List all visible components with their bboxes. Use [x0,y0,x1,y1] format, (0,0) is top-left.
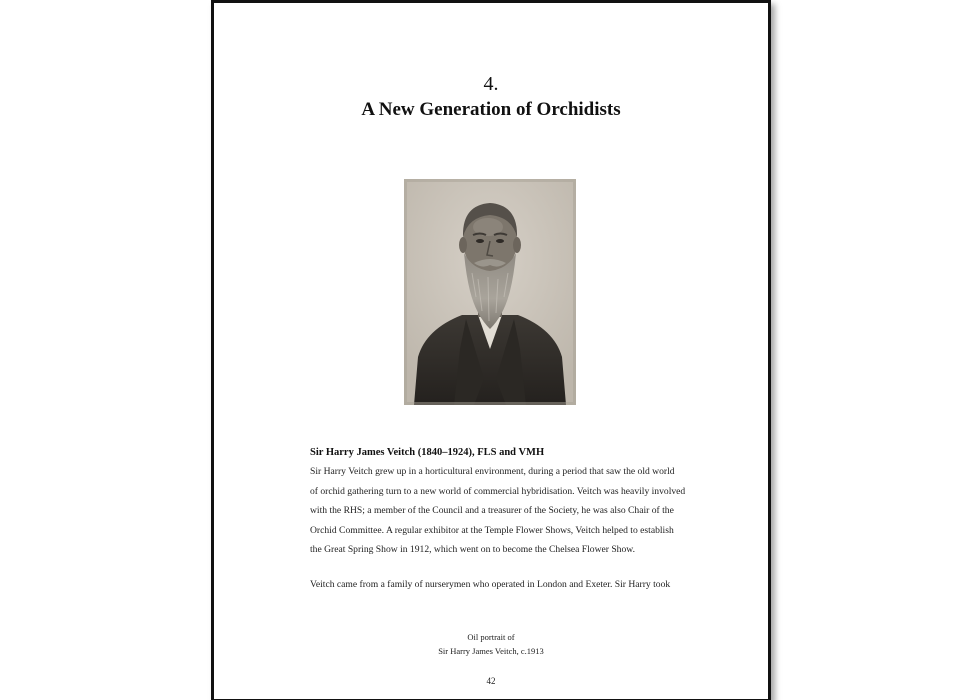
chapter-title: A New Generation of Orchidists [361,99,621,120]
bearded-man-portrait-icon [404,179,576,405]
paragraph-line: the Great Spring Show in 1912, which went on to become the Chelsea Flower Show. [310,544,635,555]
portrait-caption [214,630,768,658]
chapter-number: 4. [483,73,499,95]
book-page [211,0,771,700]
paragraph-2 [310,575,675,595]
paragraph-line: Orchid Committee. A regular exhibitor at the Temple Flower Shows, Veitch helped to establish [310,524,674,536]
portrait-image [404,179,576,405]
paragraph-line: Sir Harry Veitch grew up in a horticultural environment, during a period that saw the old world [310,466,675,477]
paragraph-line: with the RHS; a member of the Council and a treasurer of the Society, he was also Chair of the [310,505,674,516]
paragraph-line: of orchid gathering turn to a new world of commercial hybridisation. Veitch was heavily involved [310,485,686,497]
paragraph-1 [310,462,686,560]
paragraph-line: Veitch came from a family of nurserymen who operated in London and Exeter. Sir Harry took [310,579,671,590]
section-heading: Sir Harry James Veitch (1840–1924), FLS and VMH [310,447,545,458]
page-number: 42 [486,676,496,686]
caption-line-1: Oil portrait of [467,632,515,642]
caption-line-2: Sir Harry James Veitch, c.1913 [438,646,544,656]
